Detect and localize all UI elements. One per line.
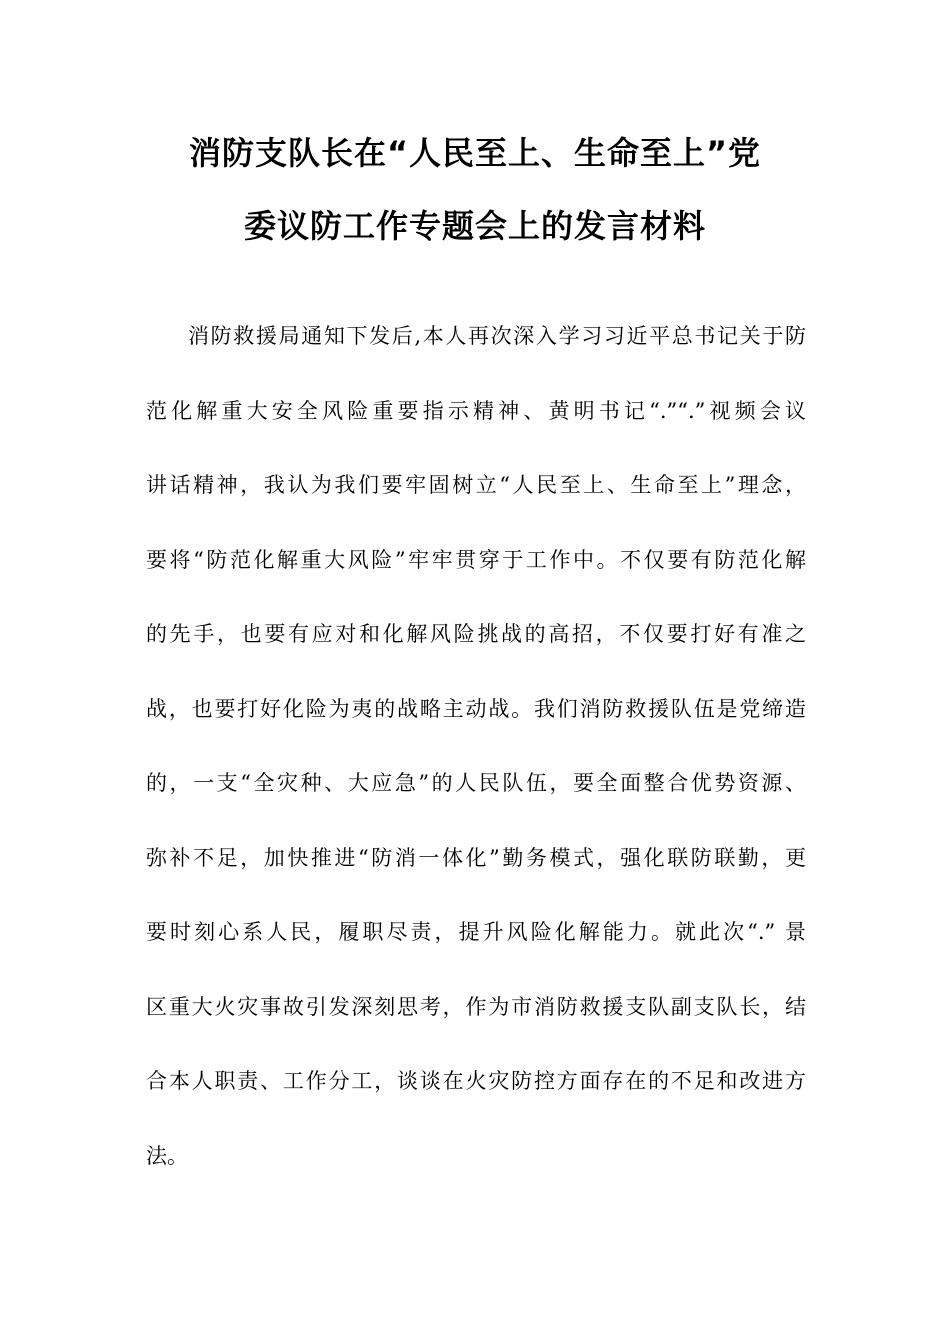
document-title-line-2: 委议防工作专题会上的发言材料 — [243, 207, 706, 245]
paragraph-line: 区重大火灾事故引发深刻思考，作为市消防救援支队副支队长，结 — [146, 995, 806, 1019]
paragraph-line: 的，一支“全灾种、大应急”的人民队伍，要全面整合优势资源、 — [146, 771, 806, 795]
paragraph-line: 法。 — [146, 1144, 188, 1168]
paragraph-line: 合本人职责、工作分工，谈谈在火灾防控方面存在的不足和改进方 — [146, 1069, 806, 1093]
paragraph-line: 战，也要打好化险为夷的战略主动战。我们消防救援队伍是党缔造 — [146, 697, 806, 721]
paragraph-line: 弥补不足，加快推进“防消一体化”勤务模式，强化联防联勤，更 — [146, 846, 806, 870]
paragraph-line: 要将“防范化解重大风险”牢牢贯穿于工作中。不仅要有防范化解 — [146, 548, 806, 572]
document-title-line-1: 消防支队长在“人民至上、生命至上”党 — [188, 134, 762, 172]
paragraph-line: 讲话精神，我认为我们要牢固树立“人民至上、生命至上”理念， — [146, 473, 806, 497]
paragraph-line: 范化解重大安全风险重要指示精神、黄明书记“.”“.”视频会议 — [146, 399, 806, 423]
paragraph-line: 要时刻心系人民，履职尽责，提升风险化解能力。就此次“.” 景 — [146, 920, 806, 944]
paragraph-line: 的先手，也要有应对和化解风险挑战的高招，不仅要打好有准之 — [146, 622, 806, 646]
paragraph-line: 消防救援局通知下发后,本人再次深入学习习近平总书记关于防 — [188, 324, 806, 348]
